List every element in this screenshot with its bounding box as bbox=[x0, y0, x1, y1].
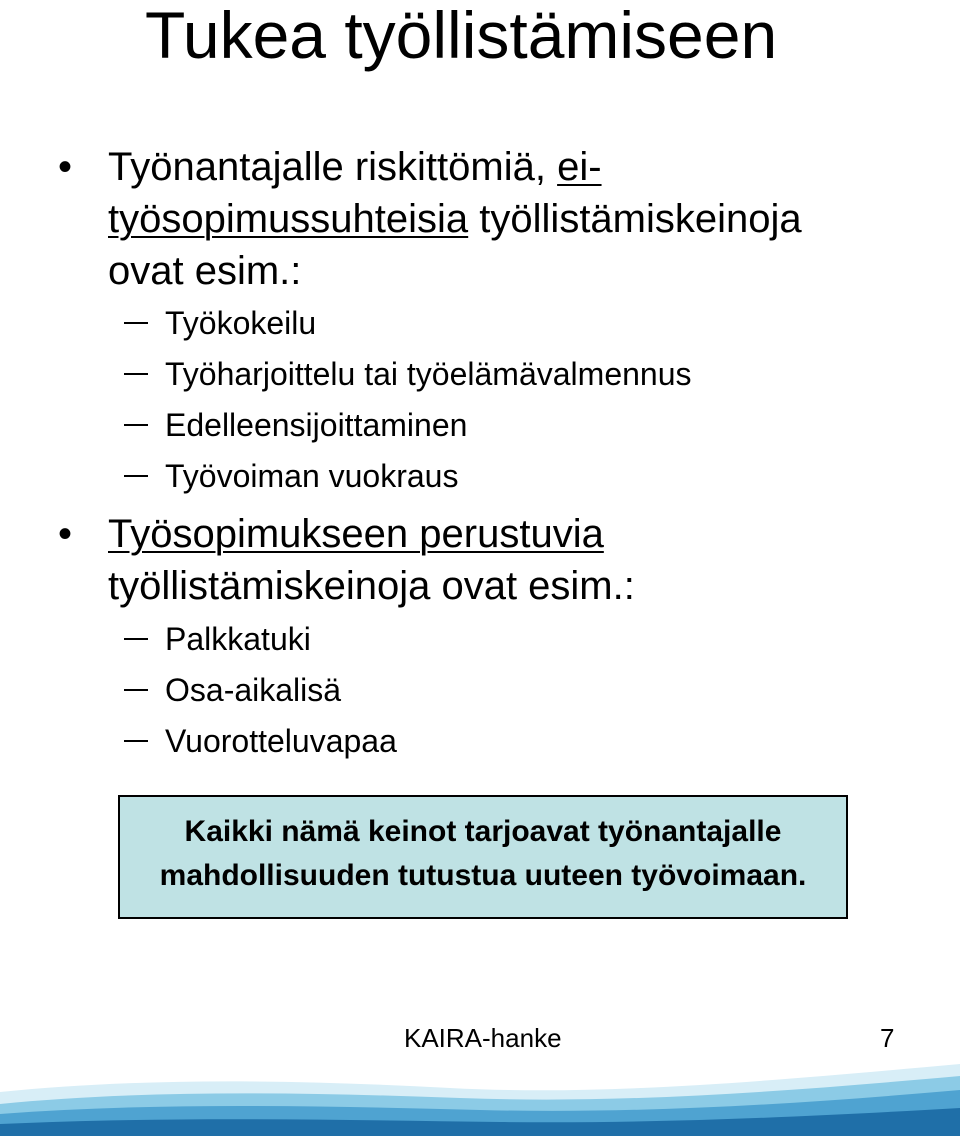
sub-item: Työharjoittelu tai työelämävalmennus bbox=[165, 356, 692, 392]
bullet-1-line-2 bbox=[108, 193, 898, 245]
dash-icon bbox=[124, 475, 148, 477]
slide-title: Tukea työllistämiseen bbox=[145, 0, 778, 72]
dash-icon bbox=[124, 322, 148, 324]
bullet-2-line-2: työllistämiskeinoja ovat esim.: bbox=[108, 564, 635, 608]
ei-link[interactable]: ei- bbox=[557, 145, 602, 189]
bullet-marker: • bbox=[58, 512, 73, 556]
dash-icon bbox=[124, 689, 148, 691]
bullet-1-line-1-plain: Työnantajalle riskittömiä, bbox=[108, 145, 558, 189]
bullet-1-line-1 bbox=[108, 141, 898, 193]
sub-item: Edelleensijoittaminen bbox=[165, 407, 468, 443]
callout-text bbox=[160, 810, 807, 898]
tyosopimukseen-perustuvia-link[interactable]: Työsopimukseen perustuvia bbox=[108, 512, 604, 556]
bullet-2-text bbox=[108, 508, 898, 612]
sub-item: Työkokeilu bbox=[165, 305, 317, 341]
dash-icon bbox=[124, 373, 148, 375]
wave-decoration bbox=[0, 1052, 960, 1136]
bullet-1-line-3: ovat esim.: bbox=[108, 249, 302, 293]
sub-item: Osa-aikalisä bbox=[165, 672, 342, 708]
bullet-1-text bbox=[108, 141, 898, 297]
bullet-marker: • bbox=[58, 145, 73, 189]
tyosopimussuhteisia-link[interactable]: työsopimussuhteisia bbox=[108, 197, 469, 241]
dash-icon bbox=[124, 638, 148, 640]
callout-line-2: mahdollisuuden tutustua uuteen työvoimaan. bbox=[159, 859, 807, 892]
footer-label: KAIRA-hanke bbox=[404, 1023, 562, 1053]
callout-box bbox=[118, 795, 848, 919]
dash-icon bbox=[124, 424, 148, 426]
sub-item: Vuorotteluvapaa bbox=[165, 723, 397, 759]
sub-item: Palkkatuki bbox=[165, 621, 311, 657]
callout-line-1: Kaikki nämä keinot tarjoavat työnantajalle bbox=[184, 815, 782, 848]
page-number: 7 bbox=[880, 1023, 895, 1053]
bullet-1-line-2-plain: työllistämiskeinoja bbox=[468, 197, 802, 241]
dash-icon bbox=[124, 740, 148, 742]
sub-item: Työvoiman vuokraus bbox=[165, 458, 459, 494]
